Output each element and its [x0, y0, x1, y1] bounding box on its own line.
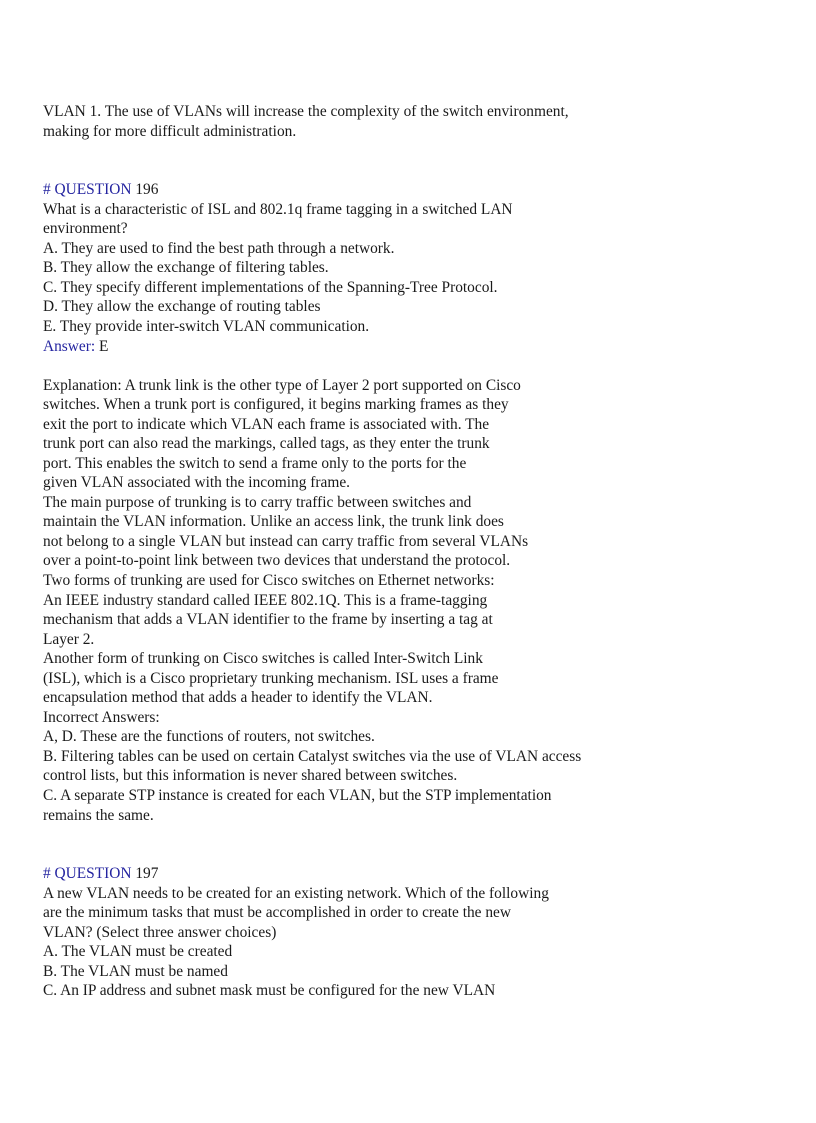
question-heading-prefix: # QUESTION — [43, 181, 132, 198]
question-text-line: environment? — [43, 220, 128, 237]
explanation-line: The main purpose of trunking is to carry traffic between switches and — [43, 494, 472, 511]
answer-option-a: A. The VLAN must be created — [43, 943, 233, 960]
question-196-heading — [43, 180, 158, 200]
explanation-line: mechanism that adds a VLAN identifier to the frame by inserting a tag at — [43, 611, 493, 628]
explanation-line: remains the same. — [43, 807, 154, 824]
answer-value: E — [99, 338, 109, 355]
answer-option-c: C. They specify different implementations of the Spanning-Tree Protocol. — [43, 279, 498, 296]
explanation-line: maintain the VLAN information. Unlike an access link, the trunk link does — [43, 513, 504, 530]
explanation-line: port. This enables the switch to send a frame only to the ports for the — [43, 455, 467, 472]
explanation-line: Explanation: A trunk link is the other type of Layer 2 port supported on Cisco — [43, 377, 521, 394]
explanation-line: An IEEE industry standard called IEEE 802.1Q. This is a frame-tagging — [43, 592, 488, 609]
question-text-line: A new VLAN needs to be created for an existing network. Which of the following — [43, 885, 549, 902]
explanation-line: Another form of trunking on Cisco switches is called Inter-Switch Link — [43, 650, 483, 667]
answer-option-e: E. They provide inter-switch VLAN communication. — [43, 318, 370, 335]
answer-option-b: B. They allow the exchange of filtering tables. — [43, 259, 329, 276]
explanation-line: B. Filtering tables can be used on certain Catalyst switches via the use of VLAN access — [43, 748, 582, 765]
intro-line: VLAN 1. The use of VLANs will increase the complexity of the switch environment, — [43, 103, 569, 120]
question-heading-prefix: # QUESTION — [43, 865, 132, 882]
answer-line — [43, 337, 108, 357]
explanation-line: not belong to a single VLAN but instead can carry traffic from several VLANs — [43, 533, 529, 550]
answer-label: Answer: — [43, 338, 96, 355]
answer-option-b: B. The VLAN must be named — [43, 963, 228, 980]
explanation-line: Layer 2. — [43, 631, 95, 648]
explanation-line: (ISL), which is a Cisco proprietary trunking mechanism. ISL uses a frame — [43, 670, 499, 687]
question-text-line: are the minimum tasks that must be accomplished in order to create the new — [43, 904, 511, 921]
question-text-line: What is a characteristic of ISL and 802.1q frame tagging in a switched LAN — [43, 201, 513, 218]
explanation-line: encapsulation method that adds a header to identify the VLAN. — [43, 689, 433, 706]
explanation-line: control lists, but this information is never shared between switches. — [43, 767, 458, 784]
answer-option-d: D. They allow the exchange of routing tables — [43, 298, 321, 315]
intro-line: making for more difficult administration. — [43, 123, 297, 140]
explanation-line: over a point-to-point link between two devices that understand the protocol. — [43, 552, 511, 569]
explanation-line: exit the port to indicate which VLAN each frame is associated with. The — [43, 416, 490, 433]
explanation-line: given VLAN associated with the incoming frame. — [43, 474, 351, 491]
explanation-line: switches. When a trunk port is configured, it begins marking frames as they — [43, 396, 509, 413]
explanation-line: trunk port can also read the markings, called tags, as they enter the trunk — [43, 435, 490, 452]
answer-option-a: A. They are used to find the best path through a network. — [43, 240, 395, 257]
question-number: 196 — [135, 181, 159, 198]
question-text-line: VLAN? (Select three answer choices) — [43, 924, 277, 941]
question-number: 197 — [135, 865, 159, 882]
explanation-line: Two forms of trunking are used for Cisco switches on Ethernet networks: — [43, 572, 495, 589]
explanation-line: C. A separate STP instance is created for each VLAN, but the STP implementation — [43, 787, 552, 804]
explanation-line: Incorrect Answers: — [43, 709, 160, 726]
explanation-line: A, D. These are the functions of routers, not switches. — [43, 728, 375, 745]
answer-option-c: C. An IP address and subnet mask must be configured for the new VLAN — [43, 982, 496, 999]
question-197-heading — [43, 864, 158, 884]
